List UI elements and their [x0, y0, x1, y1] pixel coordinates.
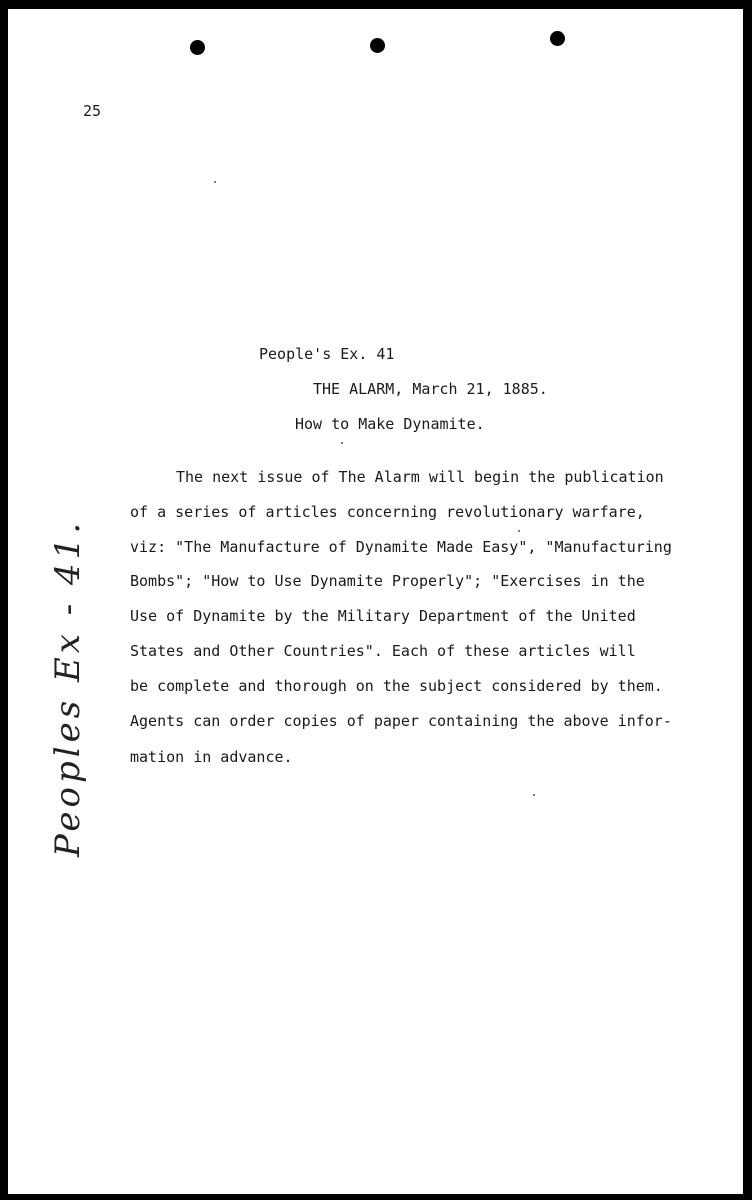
- article-title: How to Make Dynamite.: [295, 415, 485, 433]
- body-line: Agents can order copies of paper containing the above infor-: [130, 712, 672, 730]
- paper-speck: [533, 794, 535, 796]
- paper-speck: [341, 442, 343, 444]
- body-line: mation in advance.: [130, 748, 293, 766]
- page-number: 25: [83, 102, 102, 120]
- body-line: Bombs"; "How to Use Dynamite Properly"; "Exercises in the: [130, 572, 645, 590]
- margin-handwriting: Peoples Ex - 41.: [48, 518, 88, 857]
- body-line: be complete and thorough on the subject considered by them.: [130, 677, 663, 695]
- body-line: Use of Dynamite by the Military Department of the United: [130, 607, 636, 625]
- document-page: [8, 9, 743, 1194]
- exhibit-label: People's Ex. 41: [259, 345, 395, 363]
- body-line: of a series of articles concerning revolutionary warfare,: [130, 503, 645, 521]
- binder-hole-left: [190, 40, 205, 55]
- body-line: States and Other Countries". Each of these articles will: [130, 642, 636, 660]
- binder-hole-center: [370, 38, 385, 53]
- paper-speck: [518, 530, 520, 532]
- binder-hole-right: [550, 31, 565, 46]
- source-line: THE ALARM, March 21, 1885.: [313, 380, 548, 398]
- paper-speck: [214, 181, 216, 183]
- body-line: The next issue of The Alarm will begin the publication: [176, 468, 664, 486]
- body-line: viz: "The Manufacture of Dynamite Made Easy", "Manufacturing: [130, 538, 672, 556]
